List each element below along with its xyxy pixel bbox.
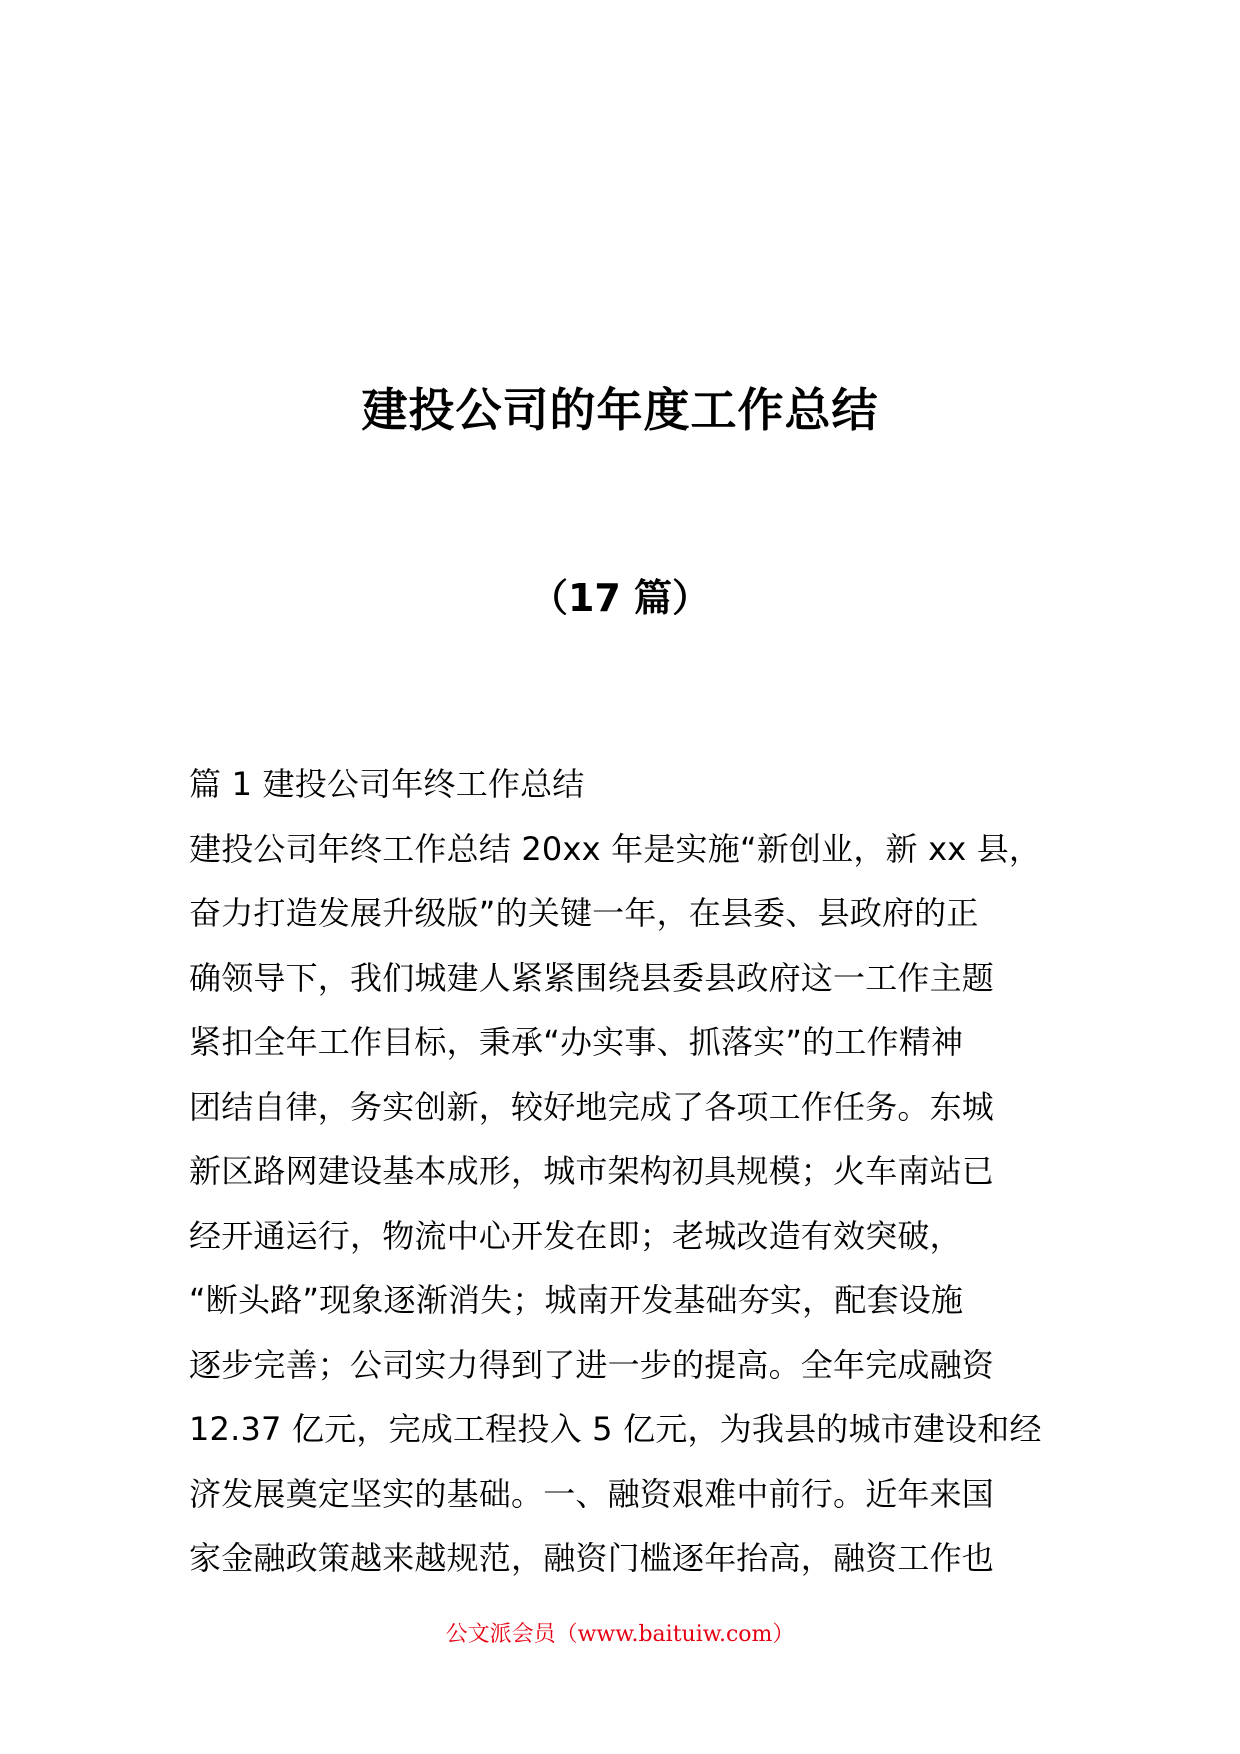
body-line: 确领导下，我们城建人紧紧围绕县委县政府这一工作主题 bbox=[189, 958, 995, 997]
body-line: 团结自律，务实创新，较好地完成了各项工作任务。东城 bbox=[189, 1087, 995, 1126]
document-body bbox=[189, 752, 1069, 1591]
body-line: 家金融政策越来越规范，融资门槛逐年抬高，融资工作也 bbox=[189, 1539, 995, 1577]
document-title: 建投公司的年度工作总结 bbox=[361, 383, 879, 437]
document-subtitle: （17 篇） bbox=[529, 576, 711, 620]
body-line: 济发展奠定坚实的基础。一、融资艰难中前行。近年来国 bbox=[189, 1474, 995, 1513]
body-line: “断头路”现象逐渐消失；城南开发基础夯实，配套设施 bbox=[189, 1281, 964, 1319]
body-line: 经开通运行，物流中心开发在即；老城改造有效突破， bbox=[189, 1216, 962, 1255]
body-line: 奋力打造发展升级版”的关键一年，在县委、县政府的正 bbox=[189, 894, 979, 932]
section-heading: 篇 1 建投公司年终工作总结 bbox=[189, 765, 585, 803]
body-line: 新区路网建设基本成形，城市架构初具规模；火车南站已 bbox=[189, 1152, 995, 1190]
body-line: 紧扣全年工作目标，秉承“办实事、抓落实”的工作精神 bbox=[189, 1023, 964, 1061]
body-line: 建投公司年终工作总结 20xx 年是实施“新创业，新 xx 县， bbox=[189, 829, 1042, 868]
body-line: 逐步完善；公司实力得到了进一步的提高。全年完成融资 bbox=[189, 1345, 995, 1384]
footer-watermark: 公文派会员（www.baituiw.com） bbox=[445, 1622, 795, 1647]
body-line: 12.37 亿元，完成工程投入 5 亿元，为我县的城市建设和经 bbox=[189, 1410, 1042, 1448]
